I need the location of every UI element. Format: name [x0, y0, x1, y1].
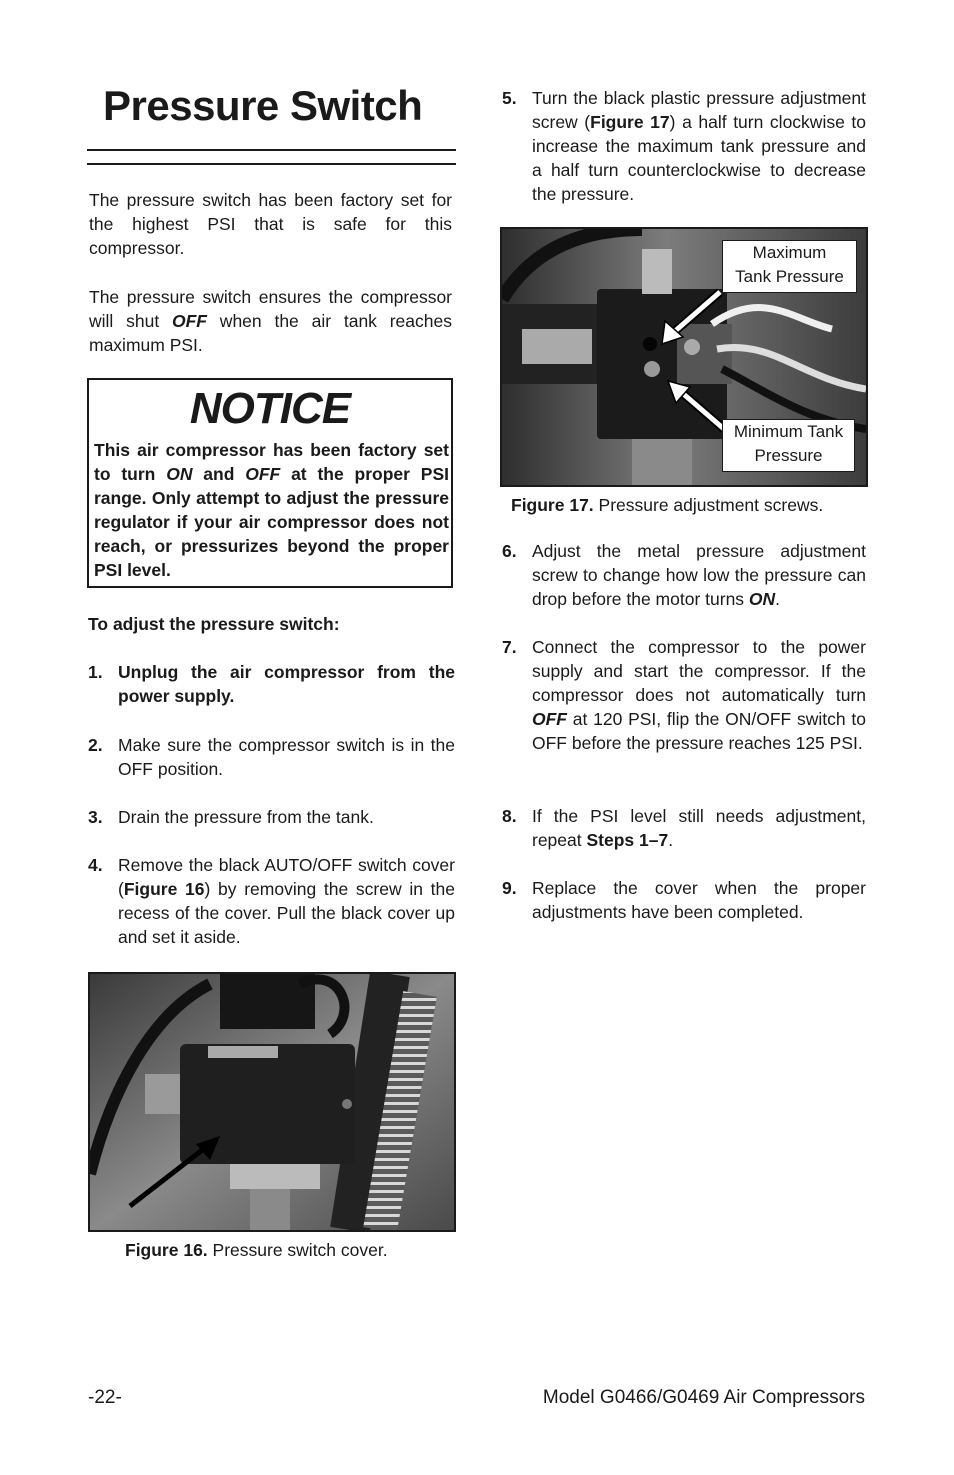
intro-paragraph-2: The pressure switch ensures the compressor will shut OFF when the air tank reaches maximum PSI.: [89, 287, 452, 355]
title-rule-top: [87, 149, 456, 151]
pressure-switch-cover-illustration: [90, 974, 454, 1230]
callout-maximum-tank-pressure: Maximum Tank Pressure: [722, 240, 857, 293]
page-title: Pressure Switch: [103, 82, 423, 129]
callout-minimum-tank-pressure: Minimum Tank Pressure: [722, 419, 855, 472]
notice-heading: NOTICE: [189, 384, 351, 433]
figure-17-photo: [500, 227, 868, 487]
procedure-heading: To adjust the pressure switch:: [88, 614, 340, 634]
figure-16-photo: [88, 972, 456, 1232]
title-rule-bottom: [87, 163, 456, 165]
figure-17-caption: Figure 17. Pressure adjustment screws.: [511, 495, 824, 515]
figure-16-caption: Figure 16. Pressure switch cover.: [125, 1240, 388, 1260]
intro-paragraph-1: The pressure switch has been factory set for the highest PSI that is safe for this compressor.: [89, 190, 452, 258]
notice-box: [87, 378, 453, 588]
notice-text: This air compressor has been factory set to turn ON and OFF at the proper PSI range. Only attempt to adjust the pressure regulator if your air compressor does not reach, or pressurizes beyond the proper PSI level.: [94, 440, 449, 580]
page-number: -22-: [88, 1387, 122, 1408]
model-footer: Model G0466/G0469 Air Compressors: [542, 1387, 865, 1408]
